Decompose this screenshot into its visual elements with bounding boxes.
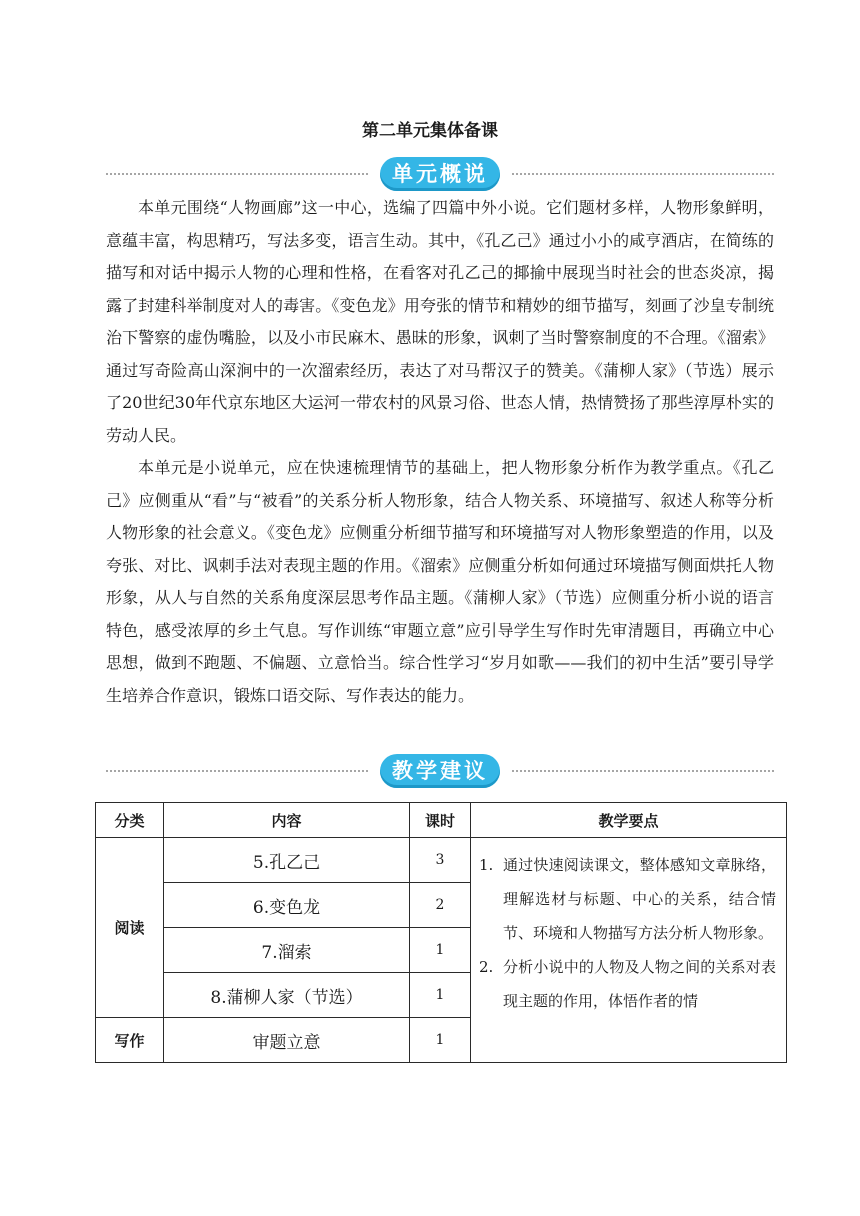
dotted-divider-left	[106, 770, 368, 772]
dotted-divider-right	[512, 770, 774, 772]
section-badge-suggestions: 教学建议	[380, 754, 500, 788]
category-writing: 写作	[96, 1018, 164, 1063]
header-hours: 课时	[410, 803, 471, 838]
lesson-content: 审题立意	[164, 1018, 410, 1063]
category-reading: 阅读	[96, 838, 164, 1018]
lesson-hours: 1	[410, 928, 471, 973]
paragraph-1: 本单元围绕“人物画廊”这一中心，选编了四篇中外小说。它们题材多样，人物形象鲜明，意蕴丰富，构思精巧，写法多变，语言生动。其中，《孔乙己》通过小小的咸亨酒店，在简练的描写和对话中揭示人物的心理和性格，在看客对孔乙己的揶揄中展现当时社会的世态炎凉，揭露了封建科举制度对人的毒害。《变色龙》用夸张的情节和精妙的细节描写，刻画了沙皇专制统治下警察的虚伪嘴脸，以及小市民麻木、愚昧的形象，讽刺了当时警察制度的不合理。《溜索》通过写奇险高山深涧中的一次溜索经历，表达了对马帮汉子的赞美。《蒲柳人家》（节选）展示了20世纪30年代京东地区大运河一带农村的风景习俗、世态人情，热情赞扬了那些淳厚朴实的劳动人民。	[106, 198, 774, 445]
key-point	[479, 950, 776, 1018]
lesson-hours: 1	[410, 973, 471, 1018]
table-row	[96, 838, 787, 883]
dotted-divider-right	[512, 173, 774, 175]
key-points-cell	[471, 838, 787, 1063]
header-content: 内容	[164, 803, 410, 838]
lesson-hours: 1	[410, 1018, 471, 1063]
section-badge-overview: 单元概说	[380, 157, 500, 191]
section-header-overview	[106, 157, 774, 191]
lesson-content: 7.溜索	[164, 928, 410, 973]
lesson-content: 6.变色龙	[164, 883, 410, 928]
lesson-hours: 3	[410, 838, 471, 883]
header-key-points: 教学要点	[471, 803, 787, 838]
key-point	[479, 848, 776, 950]
section-header-suggestions	[106, 754, 774, 788]
table-header-row	[96, 803, 787, 838]
dotted-divider-left	[106, 173, 368, 175]
key-points-list	[479, 848, 776, 1018]
lesson-content: 8.蒲柳人家（节选）	[164, 973, 410, 1018]
lesson-content: 5.孔乙己	[164, 838, 410, 883]
key-point-number: 2.	[479, 958, 494, 976]
teaching-plan-table	[95, 802, 787, 1063]
key-point-text: 分析小说中的人物及人物之间的关系对表现主题的作用，体悟作者的情	[503, 958, 776, 1010]
key-point-text: 通过快速阅读课文，整体感知文章脉络，理解选材与标题、中心的关系，结合情节、环境和人物描写方法分析人物形象。	[503, 856, 776, 942]
lesson-hours: 2	[410, 883, 471, 928]
overview-text	[106, 192, 774, 712]
page-title: 第二单元集体备课	[362, 121, 498, 141]
key-point-number: 1.	[479, 856, 494, 874]
paragraph-2: 本单元是小说单元，应在快速梳理情节的基础上，把人物形象分析作为教学重点。《孔乙己》应侧重从“看”与“被看”的关系分析人物形象，结合人物关系、环境描写、叙述人称等分析人物形象的社会意义。《变色龙》应侧重分析细节描写和环境描写对人物形象塑造的作用，以及夸张、对比、讽刺手法对表现主题的作用。《溜索》应侧重分析如何通过环境描写侧面烘托人物形象，从人与自然的关系角度深层思考作品主题。《蒲柳人家》（节选）应侧重分析小说的语言特色，感受浓厚的乡土气息。写作训练“审题立意”应引导学生写作时先审清题目，再确立中心思想，做到不跑题、不偏题、立意恰当。综合性学习“岁月如歌——我们的初中生活”要引导学生培养合作意识，锻炼口语交际、写作表达的能力。	[106, 458, 774, 705]
header-category: 分类	[96, 803, 164, 838]
